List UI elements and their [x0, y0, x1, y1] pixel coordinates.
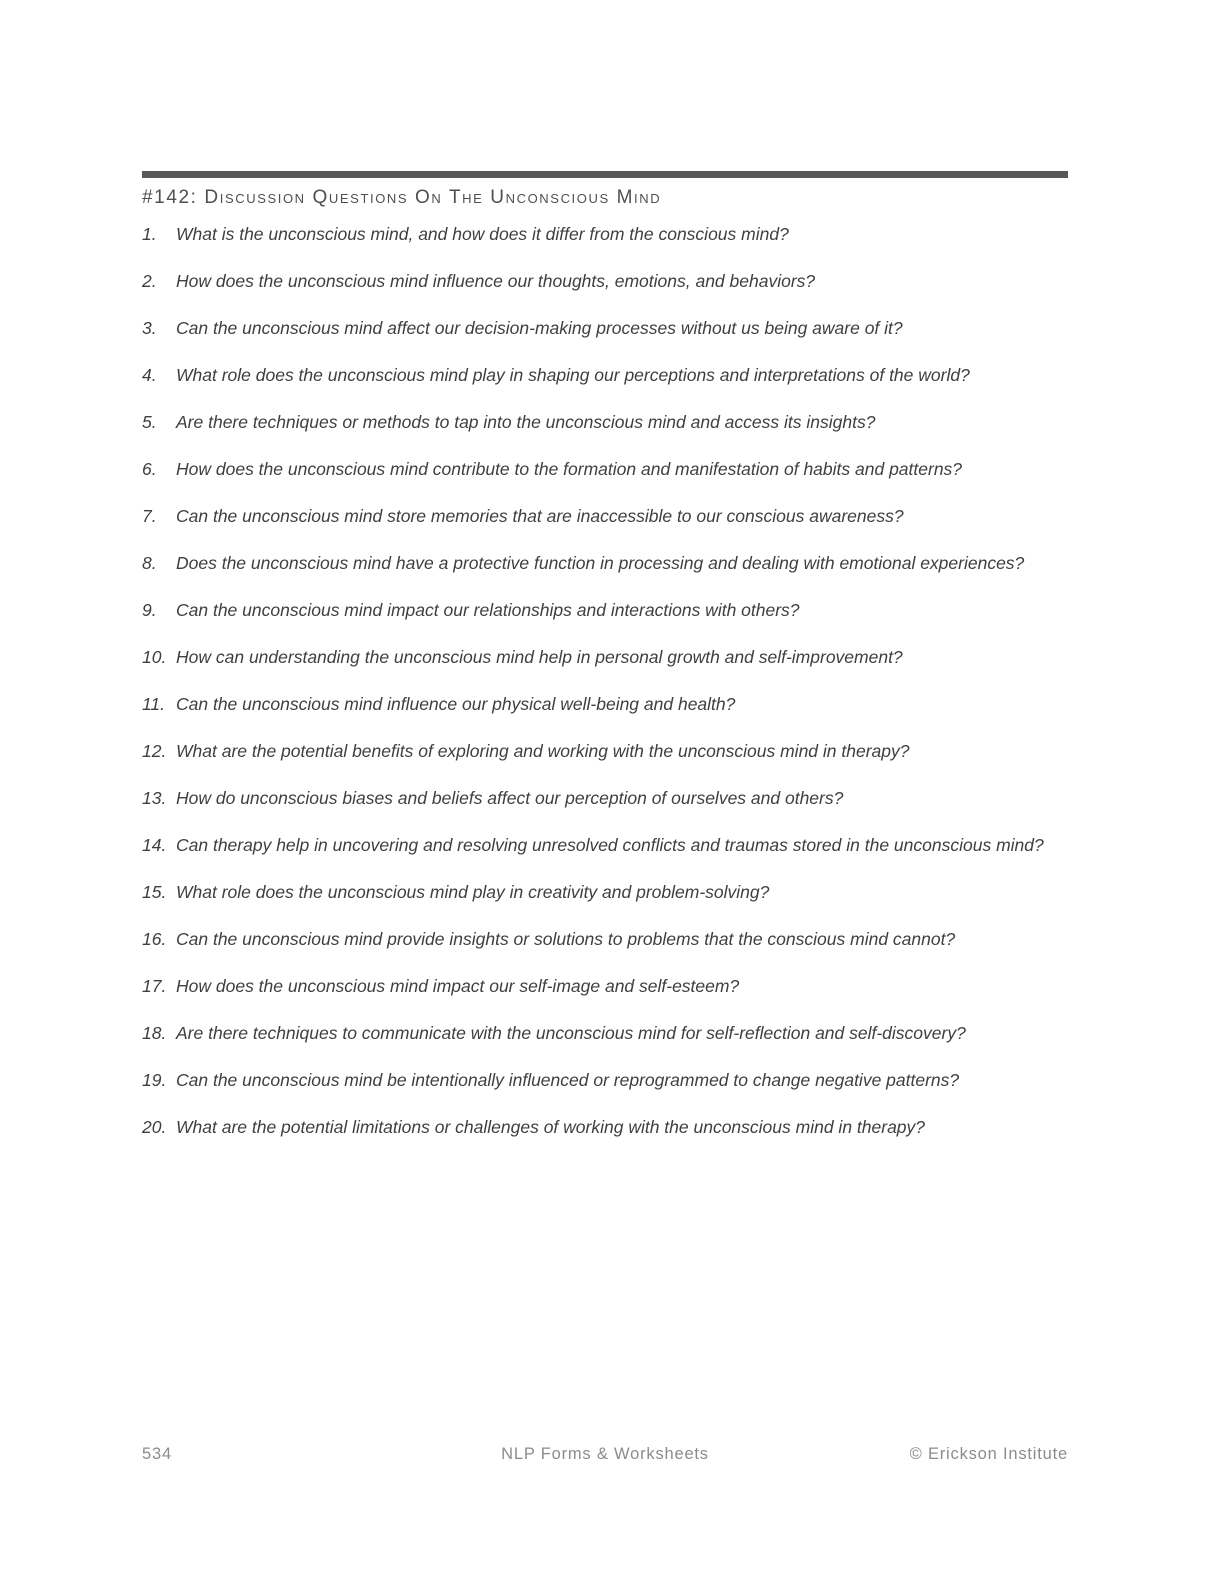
question-text: Does the unconscious mind have a protective function in processing and dealing with emotional experiences?	[176, 553, 1025, 573]
question-text: How does the unconscious mind influence our thoughts, emotions, and behaviors?	[176, 271, 816, 291]
question-number: 19.	[142, 1070, 167, 1090]
question-item	[142, 362, 1068, 389]
question-text: What is the unconscious mind, and how does it differ from the conscious mind?	[176, 224, 789, 244]
question-text: Can the unconscious mind store memories that are inaccessible to our conscious awareness?	[176, 506, 904, 526]
question-number: 20.	[142, 1117, 167, 1137]
question-item	[142, 1114, 1068, 1141]
question-number: 18.	[142, 1023, 167, 1043]
question-item	[142, 456, 1068, 483]
question-text: What are the potential benefits of exploring and working with the unconscious mind in therapy?	[176, 741, 910, 761]
question-number: 15.	[142, 882, 167, 902]
question-item	[142, 315, 1068, 342]
question-number: 6.	[142, 459, 157, 479]
question-text: Can the unconscious mind be intentionally influenced or reprogrammed to change negative patterns?	[176, 1070, 960, 1090]
question-item	[142, 1020, 1068, 1047]
top-rule-divider	[142, 171, 1068, 178]
question-item	[142, 268, 1068, 295]
question-item	[142, 597, 1068, 624]
question-number: 16.	[142, 929, 167, 949]
question-number: 9.	[142, 600, 157, 620]
footer-book-title: NLP Forms & Worksheets	[501, 1445, 709, 1463]
question-number: 5.	[142, 412, 157, 432]
question-text: Are there techniques or methods to tap into the unconscious mind and access its insights?	[176, 412, 876, 432]
page-footer	[142, 1445, 1068, 1464]
question-text: What role does the unconscious mind play in creativity and problem-solving?	[176, 882, 770, 902]
question-number: 1.	[142, 224, 157, 244]
question-text: What are the potential limitations or challenges of working with the unconscious mind in therapy?	[176, 1117, 926, 1137]
question-number: 10.	[142, 647, 167, 667]
question-text: Can the unconscious mind impact our relationships and interactions with others?	[176, 600, 800, 620]
question-text: Can the unconscious mind provide insights or solutions to problems that the conscious mind cannot?	[176, 929, 956, 949]
question-text: How does the unconscious mind contribute to the formation and manifestation of habits and patterns?	[176, 459, 963, 479]
question-item	[142, 879, 1068, 906]
question-item	[142, 832, 1068, 859]
question-item	[142, 973, 1068, 1000]
question-text: How can understanding the unconscious mind help in personal growth and self-improvement?	[176, 647, 903, 667]
footer-copyright: © Erickson Institute	[909, 1445, 1068, 1463]
question-number: 4.	[142, 365, 157, 385]
question-text: How do unconscious biases and beliefs affect our perception of ourselves and others?	[176, 788, 844, 808]
question-number: 11.	[142, 694, 166, 714]
question-item	[142, 550, 1068, 577]
question-item	[142, 691, 1068, 718]
question-number: 8.	[142, 553, 157, 573]
question-number: 2.	[142, 271, 157, 291]
question-text: Can the unconscious mind influence our physical well-being and health?	[176, 694, 736, 714]
question-number: 12.	[142, 741, 167, 761]
question-item	[142, 926, 1068, 953]
question-item	[142, 409, 1068, 436]
question-number: 17.	[142, 976, 167, 996]
page-title: #142: Discussion Questions On The Unconscious Mind	[142, 187, 662, 208]
question-item	[142, 1067, 1068, 1094]
question-number: 7.	[142, 506, 157, 526]
question-text: Can the unconscious mind affect our decision-making processes without us being aware of it?	[176, 318, 903, 338]
question-text: Are there techniques to communicate with the unconscious mind for self-reflection and self-discovery?	[176, 1023, 966, 1043]
question-item	[142, 221, 1068, 248]
question-text: What role does the unconscious mind play in shaping our perceptions and interpretations of the world?	[176, 365, 970, 385]
question-item	[142, 503, 1068, 530]
question-text: How does the unconscious mind impact our self-image and self-esteem?	[176, 976, 740, 996]
question-item	[142, 785, 1068, 812]
question-number: 3.	[142, 318, 157, 338]
questions-list	[142, 221, 1068, 1141]
question-text: Can therapy help in uncovering and resolving unresolved conflicts and traumas stored in the unconscious mind?	[176, 835, 1044, 855]
page-number: 534	[142, 1445, 172, 1463]
question-item	[142, 738, 1068, 765]
question-number: 14.	[142, 835, 167, 855]
question-number: 13.	[142, 788, 167, 808]
question-item	[142, 644, 1068, 671]
